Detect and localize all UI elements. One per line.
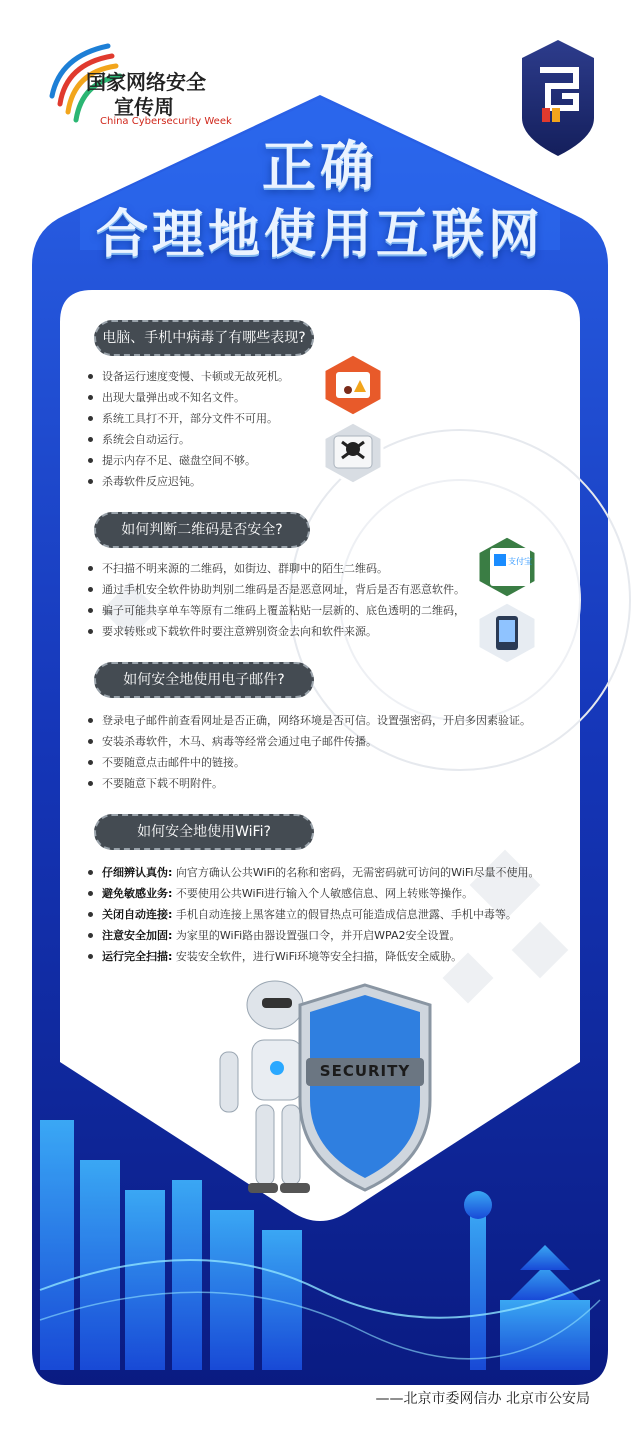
alipay-sign-text: 支付宝: [508, 557, 532, 566]
list-item: [88, 883, 539, 904]
qrcode-tips-list: [88, 558, 465, 642]
list-item: [88, 904, 539, 925]
poster-title-line2: 合理地使用互联网: [95, 205, 544, 265]
pirate-skull-key-icon: [320, 420, 386, 486]
list-item: 骗子可能共享单车等原有二维码上覆盖粘贴一层新的、底色透明的二维码，: [88, 600, 465, 621]
tip-text: 为家里的WiFi路由器设置强口令，并开启WPA2安全设置。: [175, 929, 461, 942]
virus-symptom-list: [88, 366, 289, 492]
section-heading-email: 如何安全地使用电子邮件?: [94, 662, 314, 698]
list-item: 提示内存不足、磁盘空间不够。: [88, 450, 289, 471]
tip-text: 向官方确认公共WiFi的名称和密码，无需密码就可访问的WiFi尽量不使用。: [175, 866, 540, 879]
list-item: 系统工具打不开，部分文件不可用。: [88, 408, 289, 429]
wifi-tips-list: [88, 862, 539, 967]
phone-scan-icon: [474, 600, 540, 666]
tip-text: 手机自动连接上黑客建立的假冒热点可能造成信息泄露、手机中毒等。: [175, 908, 517, 921]
list-item: [88, 862, 539, 883]
list-item: 不扫描不明来源的二维码，如街边、群聊中的陌生二维码。: [88, 558, 465, 579]
tip-text: 不要使用公共WiFi进行输入个人敏感信息、网上转账等操作。: [175, 887, 474, 900]
tip-title: 避免敏感业务:: [102, 887, 173, 900]
list-item: 系统会自动运行。: [88, 429, 289, 450]
section-heading-qrcode: 如何判断二维码是否安全?: [94, 512, 310, 548]
tip-title: 注意安全加固:: [102, 929, 173, 942]
list-item: [88, 925, 539, 946]
tip-text: 安装安全软件，进行WiFi环境等安全扫描，降低安全威胁。: [175, 950, 463, 963]
virus-alert-icon: [320, 352, 386, 418]
tip-title: 运行完全扫描:: [102, 950, 173, 963]
list-item: 出现大量弹出或不知名文件。: [88, 387, 289, 408]
list-item: 不要随意点击邮件中的链接。: [88, 752, 531, 773]
tip-title: 关闭自动连接:: [102, 908, 173, 921]
issuer-credits: ——北京市委网信办 北京市公安局: [375, 1391, 590, 1407]
tip-title: 仔细辨认真伪:: [102, 866, 173, 879]
list-item: 通过手机安全软件协助判别二维码是否是恶意网址，背后是否有恶意软件。: [88, 579, 465, 600]
email-tips-list: [88, 710, 531, 794]
logo-english: China Cybersecurity Week: [100, 116, 232, 127]
section-heading-wifi: 如何安全地使用WiFi?: [94, 814, 314, 850]
list-item: 杀毒软件反应迟钝。: [88, 471, 289, 492]
list-item: 登录电子邮件前查看网址是否正确，网络环境是否可信。设置强密码，开启多因素验证。: [88, 710, 531, 731]
logo-title-line1: 国家网络安全: [86, 70, 206, 94]
alipay-sign-icon: [474, 534, 540, 600]
security-shield-label: SECURITY: [319, 1062, 411, 1080]
list-item: 设备运行速度变慢、卡顿或无故死机。: [88, 366, 289, 387]
list-item: 不要随意下载不明附件。: [88, 773, 531, 794]
section-heading-virus: 电脑、手机中病毒了有哪些表现?: [94, 320, 314, 356]
poster-title-line1: 正确: [262, 135, 378, 198]
list-item: 要求转账或下载软件时要注意辨别资金去向和软件来源。: [88, 621, 465, 642]
cybersecurity-week-logo: [42, 36, 232, 136]
logo-title-line2: 宣传周: [114, 95, 174, 119]
list-item: 安装杀毒软件，木马、病毒等经常会通过电子邮件传播。: [88, 731, 531, 752]
list-item: [88, 946, 539, 967]
